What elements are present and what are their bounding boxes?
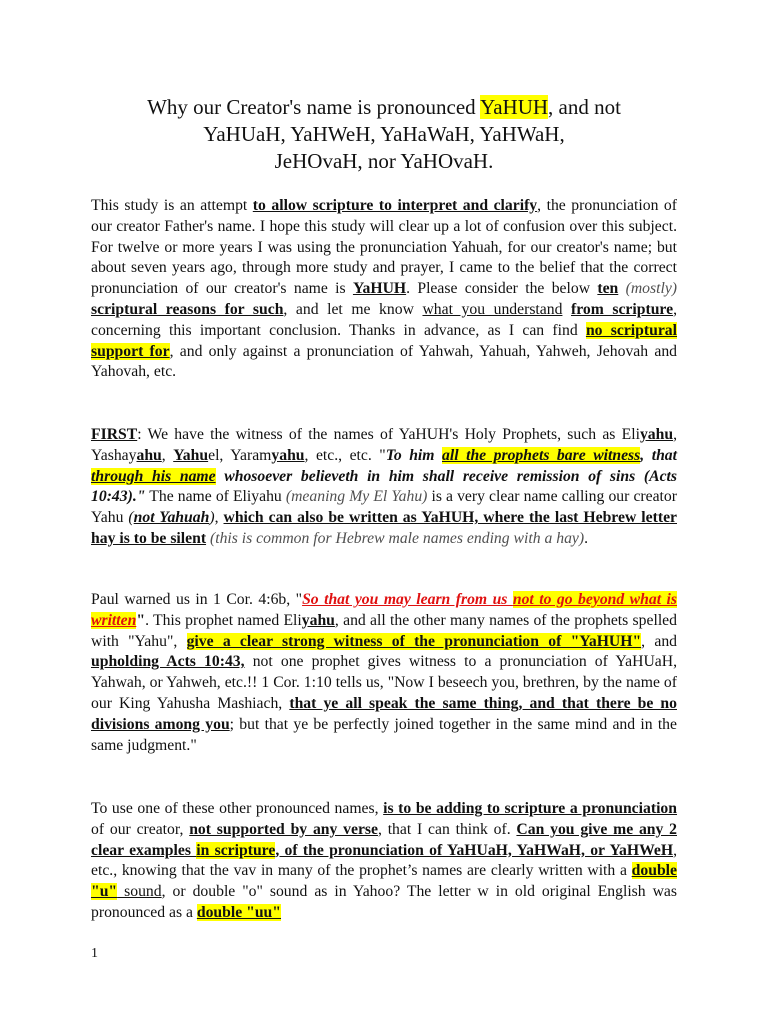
text-run	[442, 447, 640, 464]
paragraph-other-names	[91, 799, 677, 924]
text-run: (mostly)	[625, 280, 678, 298]
text-run	[91, 468, 216, 485]
text-run	[196, 842, 275, 859]
text-run: what you understand	[422, 300, 563, 318]
text-run	[640, 447, 677, 464]
text-run	[275, 842, 673, 859]
text-run: that ye all speak the same thing, and that there be no divisions among you	[91, 694, 677, 733]
text-run	[597, 280, 618, 297]
text-run: Yahu	[173, 446, 209, 464]
text-run: , the pronunciation of our creator Father's name. I hope this study will clear up a lot of confusion over this subject. For twelve or more years I was using the pronunciation Yahuah, for our creator's name; but about seven years ago, through more study and prayer, I came to the belief that the correct pronunciation of our creator's name is	[91, 197, 677, 298]
text-run: (meaning My El Yahu)	[285, 488, 428, 506]
text-run: , concerning this important conclusion. Thanks in advance, as I can find	[91, 300, 677, 339]
title-line-3: JeHOvaH, nor YaHOvaH.	[274, 149, 494, 173]
text-run	[618, 280, 625, 297]
text-run: ,	[214, 509, 224, 527]
text-run: no scriptural support for	[91, 321, 678, 360]
text-run	[640, 426, 673, 443]
text-run: scriptural reasons for such	[91, 300, 284, 318]
text-run: yahu	[639, 426, 674, 443]
text-run: (	[128, 509, 134, 527]
text-run: upholding Acts 10:43,	[91, 653, 245, 671]
text-run	[302, 612, 335, 629]
text-run: is a very clear name calling our creator Yahu	[91, 488, 677, 527]
text-run: , that	[640, 446, 677, 464]
section-heading-first: FIRST	[91, 426, 138, 443]
text-run: , Yashay	[91, 426, 677, 464]
text-run: . Please consider the below	[406, 280, 598, 298]
emphasis-text: to allow scripture to interpret and clarify	[252, 197, 538, 214]
text-run: , and let me know	[283, 300, 423, 318]
text-run	[187, 633, 642, 650]
emphasis-name: YaHUH	[352, 280, 407, 298]
text-run: , etc., etc. "	[304, 446, 386, 464]
text-run: , and	[641, 632, 678, 650]
text-run	[91, 426, 137, 443]
text-run: , or double "o" sound as in Yahoo? The letter w in old original English was pronounced as a	[91, 883, 677, 921]
text-run: double "uu"	[196, 903, 281, 921]
text-run: )	[209, 509, 215, 527]
text-run: , and all the other many names of the prophets spelled with "Yahu",	[91, 611, 677, 650]
text-run: . This prophet named Eli	[145, 611, 302, 629]
title-highlight-yahuh: YaHUH	[480, 95, 549, 119]
text-run: whosoever believeth in him shall receive remission of sins (Acts 10:43)."	[91, 467, 678, 506]
text-run: .	[584, 529, 589, 547]
text-run	[91, 468, 216, 485]
text-run: not supported by any verse	[189, 820, 378, 838]
paragraph-paul-warned	[91, 590, 677, 756]
title-line-1: Why our Creator's name is pronounced YaHUH, and not	[147, 95, 621, 119]
page-number: 1	[91, 946, 98, 961]
text-run: : We have the witness of the names of YaHUH's Holy Prophets, such as Eli	[137, 426, 640, 443]
paragraph-intro	[91, 196, 677, 383]
text-run	[383, 800, 677, 817]
text-run	[134, 509, 210, 526]
text-run: ahu	[136, 446, 162, 464]
text-run	[442, 447, 640, 464]
text-run: not one prophet gives witness to a pronunciation of YaHUaH, Yahwah, or Yahweh, etc.!! 1 Cor. 1:10 tells us, "Now I beseech you, brethren, by the name of our King Yahusha Mashiach,	[91, 653, 677, 712]
text-run: (this is common for Hebrew male names ending with a hay)	[209, 529, 585, 547]
text-run: give a clear strong witness of the pronunciation of "YaHUH"	[186, 632, 642, 650]
text-run: in scripture	[196, 841, 276, 859]
text-run	[562, 301, 571, 318]
text-run: "	[136, 611, 146, 629]
text-run	[253, 197, 537, 214]
text-run: not Yahuah	[133, 509, 210, 527]
text-run	[91, 653, 245, 670]
text-run	[386, 447, 442, 464]
text-run	[302, 591, 513, 608]
text-run: el, Yaram	[208, 446, 272, 464]
text-run	[302, 591, 513, 608]
text-run: The name of Eliyahu	[145, 488, 286, 506]
text-run: Paul warned us in 1 Cor. 4:6b, "	[91, 591, 303, 608]
text-run: of our creator,	[91, 820, 190, 838]
title-line-2: YaHUaH, YaHWeH, YaHaWaH, YaHWaH,	[203, 122, 565, 146]
text-run	[91, 301, 283, 318]
document-title	[60, 94, 708, 175]
text-run: is to be adding to scripture a pronunciation	[383, 800, 678, 817]
text-run	[571, 301, 673, 318]
text-run: ,	[161, 446, 174, 464]
text-run: from scripture	[571, 300, 674, 318]
text-run: ten	[597, 280, 619, 298]
text-run	[189, 821, 378, 838]
text-run: , and only against a pronunciation of Yahwah, Yahuah, Yahweh, Jehovah and Yahovah, etc.	[91, 342, 678, 381]
text-run	[134, 509, 210, 526]
text-run	[271, 447, 304, 464]
text-run: So that you may learn from us	[302, 591, 513, 608]
text-run: , etc., knowing that the vav in many of the prophet’s names are clearly written with a	[91, 841, 677, 880]
text-run: To use one of these other pronounced names,	[91, 800, 384, 817]
text-run: not to go beyond what is written	[91, 591, 677, 629]
text-run	[173, 447, 208, 464]
text-run: yahu	[301, 611, 335, 629]
paragraph-first	[91, 425, 677, 550]
text-run: Can you give me any 2 clear examples	[91, 820, 677, 859]
text-run: through his name	[91, 467, 216, 485]
text-run	[353, 280, 406, 297]
text-run: This study is an attempt	[91, 197, 253, 214]
text-run: , of the pronunciation of YaHUaH, YaHWaH, or YaHWeH	[275, 841, 674, 859]
text-run: yahu	[271, 446, 305, 464]
text-run: sound	[117, 883, 162, 901]
text-run	[136, 447, 161, 464]
text-run: which can also be written as YaHUH, where the last Hebrew letter hay is to be silent	[91, 509, 677, 547]
text-run: , that I can think of.	[377, 820, 517, 838]
text-run	[197, 904, 281, 921]
text-run: To him	[385, 446, 443, 464]
text-run: all the prophets bare witness	[442, 446, 641, 464]
text-run: ; but that ye be perfectly joined together in the same mind and in the same judgment."	[91, 715, 677, 754]
text-run: double "u"	[91, 862, 677, 901]
